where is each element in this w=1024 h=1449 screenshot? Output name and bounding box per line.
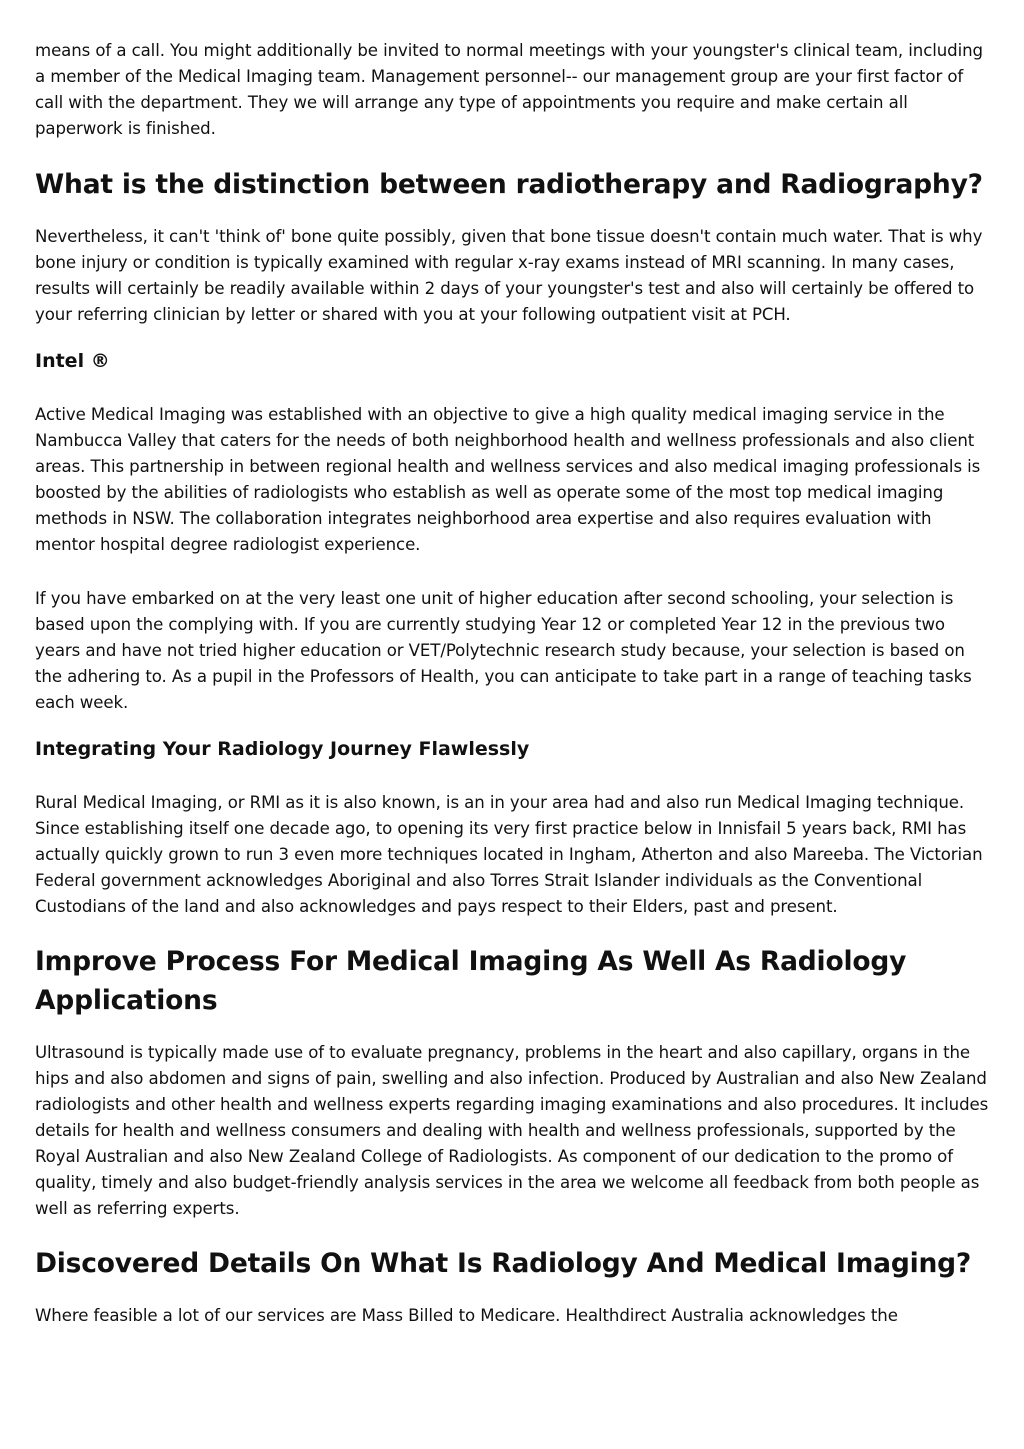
heading-integrating-radiology-journey: Integrating Your Radiology Journey Flawlessly	[35, 738, 530, 760]
paragraph-7: Where feasible a lot of our services are Mass Billed to Medicare. Healthdirect Australia acknowledges the	[35, 1306, 898, 1325]
paragraph-4: If you have embarked on at the very least one unit of higher education after second schooling, your selection is based upon the complying with. If you are currently studying Year 12 or completed Year 12 in the previous two years and have not tried higher education or VET/Polytechnic research study because, your selection is based on the adhering to. As a pupil in the Professors of Health, you can anticipate to take part in a range of teaching tasks each week.	[35, 589, 972, 712]
article-body	[35, 36, 991, 1329]
paragraph-5: Rural Medical Imaging, or RMI as it is also known, is an in your area had and also run Medical Imaging technique. Since establishing itself one decade ago, to opening its very first practice below in Innisfail 5 years back, RMI has actually quickly grown to run 3 even more techniques located in Ingham, Atherton and also Mareeba. The Victorian Federal government acknowledges Aboriginal and also Torres Strait Islander individuals as the Conventional Custodians of the land and also acknowledges and pays respect to their Elders, past and present.	[35, 793, 983, 916]
paragraph-2: Nevertheless, it can't 'think of' bone quite possibly, given that bone tissue doesn't contain much water. That is why bone injury or condition is typically examined with regular x-ray exams instead of MRI scanning. In many cases, results will certainly be readily available within 2 days of your youngster's test and also will certainly be offered to your referring clinician by letter or shared with you at your following outpatient visit at PCH.	[35, 227, 983, 324]
heading-intel: Intel ®	[35, 350, 110, 372]
paragraph-1: means of a call. You might additionally be invited to normal meetings with your youngster's clinical team, including a member of the Medical Imaging team. Management personnel-- our management group are your first factor of call with the department. They we will arrange any type of appointments you require and make certain all paperwork is finished.	[35, 41, 983, 138]
heading-radiotherapy-vs-radiography: What is the distinction between radiotherapy and Radiography?	[35, 169, 983, 200]
heading-improve-process: Improve Process For Medical Imaging As Well As Radiology Applications	[35, 946, 907, 1016]
heading-discovered-details: Discovered Details On What Is Radiology And Medical Imaging?	[35, 1248, 972, 1279]
paragraph-6: Ultrasound is typically made use of to evaluate pregnancy, problems in the heart and also capillary, organs in the hips and also abdomen and signs of pain, swelling and also infection. Produced by Australian and also New Zealand radiologists and other health and wellness experts regarding imaging examinations and also procedures. It includes details for health and wellness consumers and dealing with health and wellness professionals, supported by the Royal Australian and also New Zealand College of Radiologists. As component of our dedication to the promo of quality, timely and also budget-friendly analysis services in the area we welcome all feedback from both people as well as referring experts.	[35, 1043, 989, 1218]
paragraph-3: Active Medical Imaging was established with an objective to give a high quality medical imaging service in the Nambucca Valley that caters for the needs of both neighborhood health and wellness professionals and also client areas. This partnership in between regional health and wellness services and also medical imaging professionals is boosted by the abilities of radiologists who establish as well as operate some of the most top medical imaging methods in NSW. The collaboration integrates neighborhood area expertise and also requires evaluation with mentor hospital degree radiologist experience.	[35, 405, 981, 554]
